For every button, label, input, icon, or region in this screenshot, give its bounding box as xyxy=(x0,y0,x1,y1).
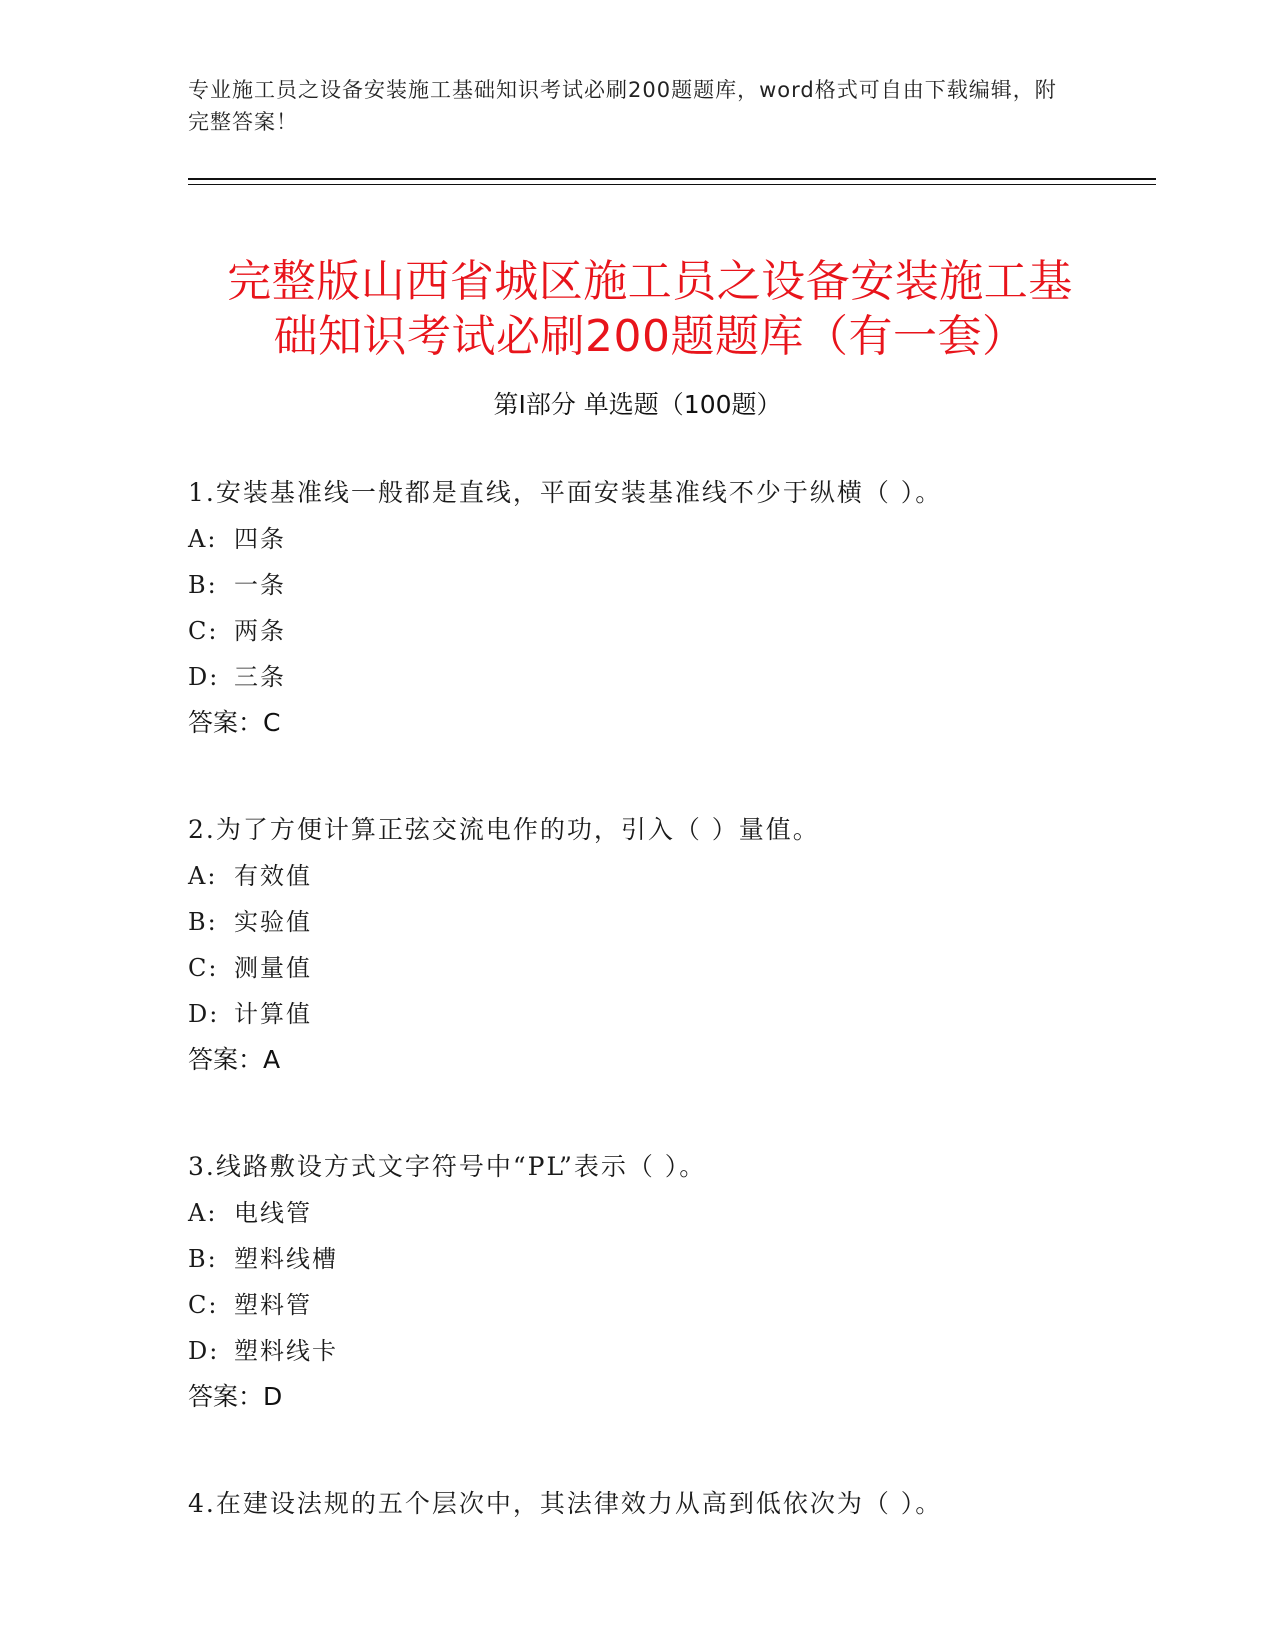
document-title xyxy=(150,254,1150,364)
option-letter: D: xyxy=(188,1337,220,1365)
option-a xyxy=(188,524,1168,554)
question-stem: 3.线路敷设方式文字符号中“PL”表示（ ）。 xyxy=(188,1152,707,1181)
header-rule-thin xyxy=(188,184,1156,185)
option-c xyxy=(188,1290,1168,1320)
question-4 xyxy=(188,1489,1168,1519)
option-letter: C: xyxy=(188,1291,219,1319)
question-3 xyxy=(188,1152,1168,1412)
option-c xyxy=(188,616,1168,646)
document-title-line-1: 完整版山西省城区施工员之设备安装施工基 xyxy=(227,256,1073,308)
question-stem: 1.安装基准线一般都是直线，平面安装基准线不少于纵横（ ）。 xyxy=(188,478,943,507)
option-d xyxy=(188,999,1168,1029)
question-spacer xyxy=(188,1075,1168,1152)
document-title-line-2: 础知识考试必刷200题题库（有一套） xyxy=(273,311,1027,363)
option-d xyxy=(188,662,1168,692)
question-2 xyxy=(188,815,1168,1075)
option-letter: B: xyxy=(188,1245,218,1273)
option-letter: C: xyxy=(188,954,219,982)
question-spacer xyxy=(188,738,1168,815)
option-b xyxy=(188,570,1168,600)
option-b xyxy=(188,1244,1168,1274)
question-stem: 4.在建设法规的五个层次中，其法律效力从高到低依次为（ ）。 xyxy=(188,1489,943,1518)
option-letter: D: xyxy=(188,1000,220,1028)
option-text: 塑料管 xyxy=(234,1291,312,1319)
option-text: 有效值 xyxy=(234,862,312,890)
header-rule-thick xyxy=(188,178,1156,180)
option-text: 测量值 xyxy=(234,954,312,982)
option-text: 电线管 xyxy=(234,1199,312,1227)
option-text: 塑料线卡 xyxy=(234,1337,338,1365)
option-text: 塑料线槽 xyxy=(234,1245,338,1273)
question-stem: 2.为了方便计算正弦交流电作的功，引入（ ）量值。 xyxy=(188,815,820,844)
option-letter: A: xyxy=(188,1199,218,1227)
option-a xyxy=(188,1198,1168,1228)
option-c xyxy=(188,953,1168,983)
option-letter: B: xyxy=(188,908,218,936)
option-text: 计算值 xyxy=(234,1000,312,1028)
option-letter: B: xyxy=(188,571,218,599)
answer: 答案：C xyxy=(188,708,281,737)
option-letter: D: xyxy=(188,663,220,691)
option-b xyxy=(188,907,1168,937)
option-letter: C: xyxy=(188,617,219,645)
section-heading: 第Ⅰ部分 单选题（100题） xyxy=(493,390,782,419)
option-d xyxy=(188,1336,1168,1366)
option-text: 三条 xyxy=(234,663,286,691)
option-text: 实验值 xyxy=(234,908,312,936)
option-text: 一条 xyxy=(234,571,286,599)
option-text: 两条 xyxy=(234,617,286,645)
option-a xyxy=(188,861,1168,891)
header-note: 专业施工员之设备安装施工基础知识考试必刷200题题库，word格式可自由下载编辑，附完整答案！ xyxy=(188,78,1057,134)
answer: 答案：A xyxy=(188,1045,281,1074)
option-letter: A: xyxy=(188,862,218,890)
answer: 答案：D xyxy=(188,1382,283,1411)
option-letter: A: xyxy=(188,525,218,553)
question-list xyxy=(188,478,1168,1519)
question-spacer xyxy=(188,1412,1168,1489)
option-text: 四条 xyxy=(234,525,286,553)
question-1 xyxy=(188,478,1168,738)
